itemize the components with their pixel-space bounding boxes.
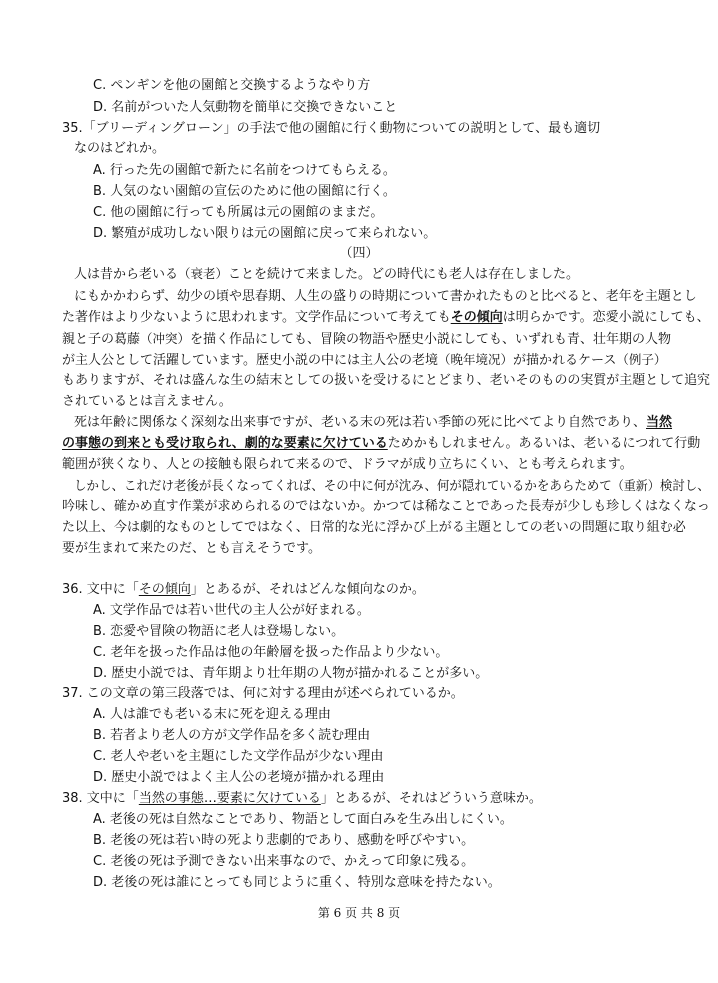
passage-p4-line2: 吟味し、確かめ直す作業が求められるのではないか。かつては稀なことであった長寿が少しも珍しくはなくなっ: [62, 499, 710, 514]
passage-p2-line6: されているとは言えません。: [62, 394, 232, 409]
underlined-phrase-sono-keikou: その傾向: [450, 310, 503, 325]
chinese-gloss: （重新）: [611, 478, 660, 493]
passage-text: は明らかです。恋愛小説にしても、: [502, 310, 710, 325]
q38-option-c: C. 老後の死は予測できない出来事なので、かえって印象に残る。: [93, 854, 475, 869]
chinese-gloss: （晚年境况）: [437, 352, 513, 367]
q36-stem: [62, 582, 425, 598]
passage-text: た著作はより少ないように思われます。文学作品について考えても: [62, 310, 451, 325]
q37-option-a: A. 人は誰でも老いる末に死を迎える理由: [93, 707, 331, 722]
q38-option-b: B. 老後の死は若い時の死より悲劇的であり、感動を呼びやすい。: [93, 833, 475, 848]
q35-option-b: B. 人気のない園館の宣伝のために他の園館に行く。: [93, 184, 396, 199]
q35-option-a: A. 行った先の園館で新たに名前をつけてもらえる。: [93, 163, 396, 178]
passage-text: しかし、これだけ老後が長くなってくれば、その中に何が沈み、何が隠れているかをあらためて: [74, 479, 612, 494]
passage-text: が描かれるケース: [512, 353, 617, 368]
q37-option-b: B. 若者より老人の方が文学作品を多く読む理由: [93, 728, 371, 743]
passage-p4-line3: た以上、今は劇的なものとしてではなく、日常的な光に浮かび上がる主題としての老いの問題に取り組む必: [62, 520, 686, 535]
passage-p2-line1: にもかかわらず、幼少の頃や思春期、人生の盛りの時期について書かれたものと比べると、老年を主題とし: [74, 289, 697, 304]
passage-p3-line3: 範囲が狭くなり、人との接触も限られて来るので、ドラマが成り立ちにくい、とも考えられます。: [62, 457, 633, 472]
q37-stem: 37. この文章の第三段落では、何に対する理由が述べられているか。: [62, 686, 464, 701]
passage-p1: [74, 266, 579, 283]
q34-option-c: C. ペンギンを他の園館と交換するようなやり方: [93, 78, 371, 93]
q38-option-a: A. 老後の死は自然なことであり、物語として面白みを生み出しにくい。: [93, 812, 513, 827]
q38-stem-post: 」とあるが、それはどういう意味か。: [320, 791, 542, 806]
q36-option-c: C. 老年を扱った作品は他の年齢層を扱った作品より少ない。: [93, 645, 449, 660]
q37-option-c: C. 老人や老いを主題にした文学作品が少ない理由: [93, 749, 384, 764]
passage-p4-line4: 要が生まれて来たのだ、とも言えそうです。: [62, 541, 321, 556]
passage-text: 検討し、: [659, 479, 710, 494]
passage-p2-line3: [62, 331, 671, 348]
q38-stem-pre: 38. 文中に「: [62, 791, 139, 806]
q36-option-d: D. 歴史小説では、青年期より壮年期の人物が描かれることが多い。: [93, 666, 489, 681]
q36-quoted-phrase: その傾向: [138, 582, 191, 597]
q35-stem-cont: なのはどれか。: [74, 141, 166, 156]
passage-text: ためかもしれません。あるいは、老いるにつれて行動: [387, 436, 701, 451]
q37-option-d: D. 歴史小説ではよく主人公の老境が描かれる理由: [93, 770, 385, 785]
passage-p4-line1: [74, 478, 710, 495]
underlined-phrase-touzen: 当然: [646, 415, 673, 430]
q36-option-b: B. 恋愛や冒険の物語に老人は登場しない。: [93, 624, 345, 639]
passage-text: 人は昔から老いる: [74, 267, 179, 282]
passage-text: ことを続けて来ました。どの時代にも老人は存在しました。: [228, 267, 580, 282]
passage-p3-line1: [74, 415, 672, 431]
q35-option-c: C. 他の園館に行っても所属は元の園館のままだ。: [93, 205, 384, 220]
q36-option-a: A. 文学作品では若い世代の主人公が好まれる。: [93, 603, 370, 618]
q36-stem-post: 」とあるが、それはどんな傾向なのか。: [190, 582, 425, 597]
q36-stem-pre: 36. 文中に「: [62, 582, 139, 597]
passage-text: が主人公として活躍しています。歴史小説の中には主人公の老境: [62, 353, 438, 368]
section-heading: （四）: [339, 246, 379, 261]
q35-stem: 35.「ブリーディングローン」の手法で他の園館に行く動物についての説明として、最も適切: [62, 121, 601, 136]
passage-p2-line2: [62, 310, 710, 326]
passage-p2-line5: もありますが、それは盛んな生の結末としての扱いを受けるにとどまり、老いそのものの実質が主題として追究: [62, 373, 711, 388]
chinese-gloss: （冲突）: [140, 331, 191, 346]
q38-quoted-phrase: 当然の事態…要素に欠けている: [138, 791, 321, 806]
q34-option-d: D. 名前がついた人気動物を簡単に交換できないこと: [93, 100, 398, 115]
passage-p2-line4: [62, 352, 666, 369]
passage-text: を描く作品にしても、冒険の物語や歴史小説にしても、いずれも青、壮年期の人物: [190, 332, 672, 347]
q38-stem: [62, 791, 542, 807]
chinese-gloss: （衰老）: [178, 266, 229, 281]
passage-text: 死は年齢に関係なく深刻な出来事ですが、老いる末の死は若い季節の死に比べてより自然であり、: [74, 415, 647, 430]
q35-option-d: D. 繁殖が成功しない限りは元の園館に戻って来られない。: [93, 226, 437, 241]
chinese-gloss: （例子）: [616, 352, 667, 367]
passage-text: 親と子の葛藤: [62, 332, 141, 347]
q38-option-d: D. 老後の死は誰にとっても同じように重く、特別な意味を持たない。: [93, 875, 501, 890]
underlined-phrase-touzen-cont: の事態の到来とも受け取られ、劇的な要素に欠けている: [62, 436, 388, 451]
passage-p3-line2: [62, 436, 700, 452]
page-footer: 第 6 页 共 8 页: [317, 906, 401, 920]
